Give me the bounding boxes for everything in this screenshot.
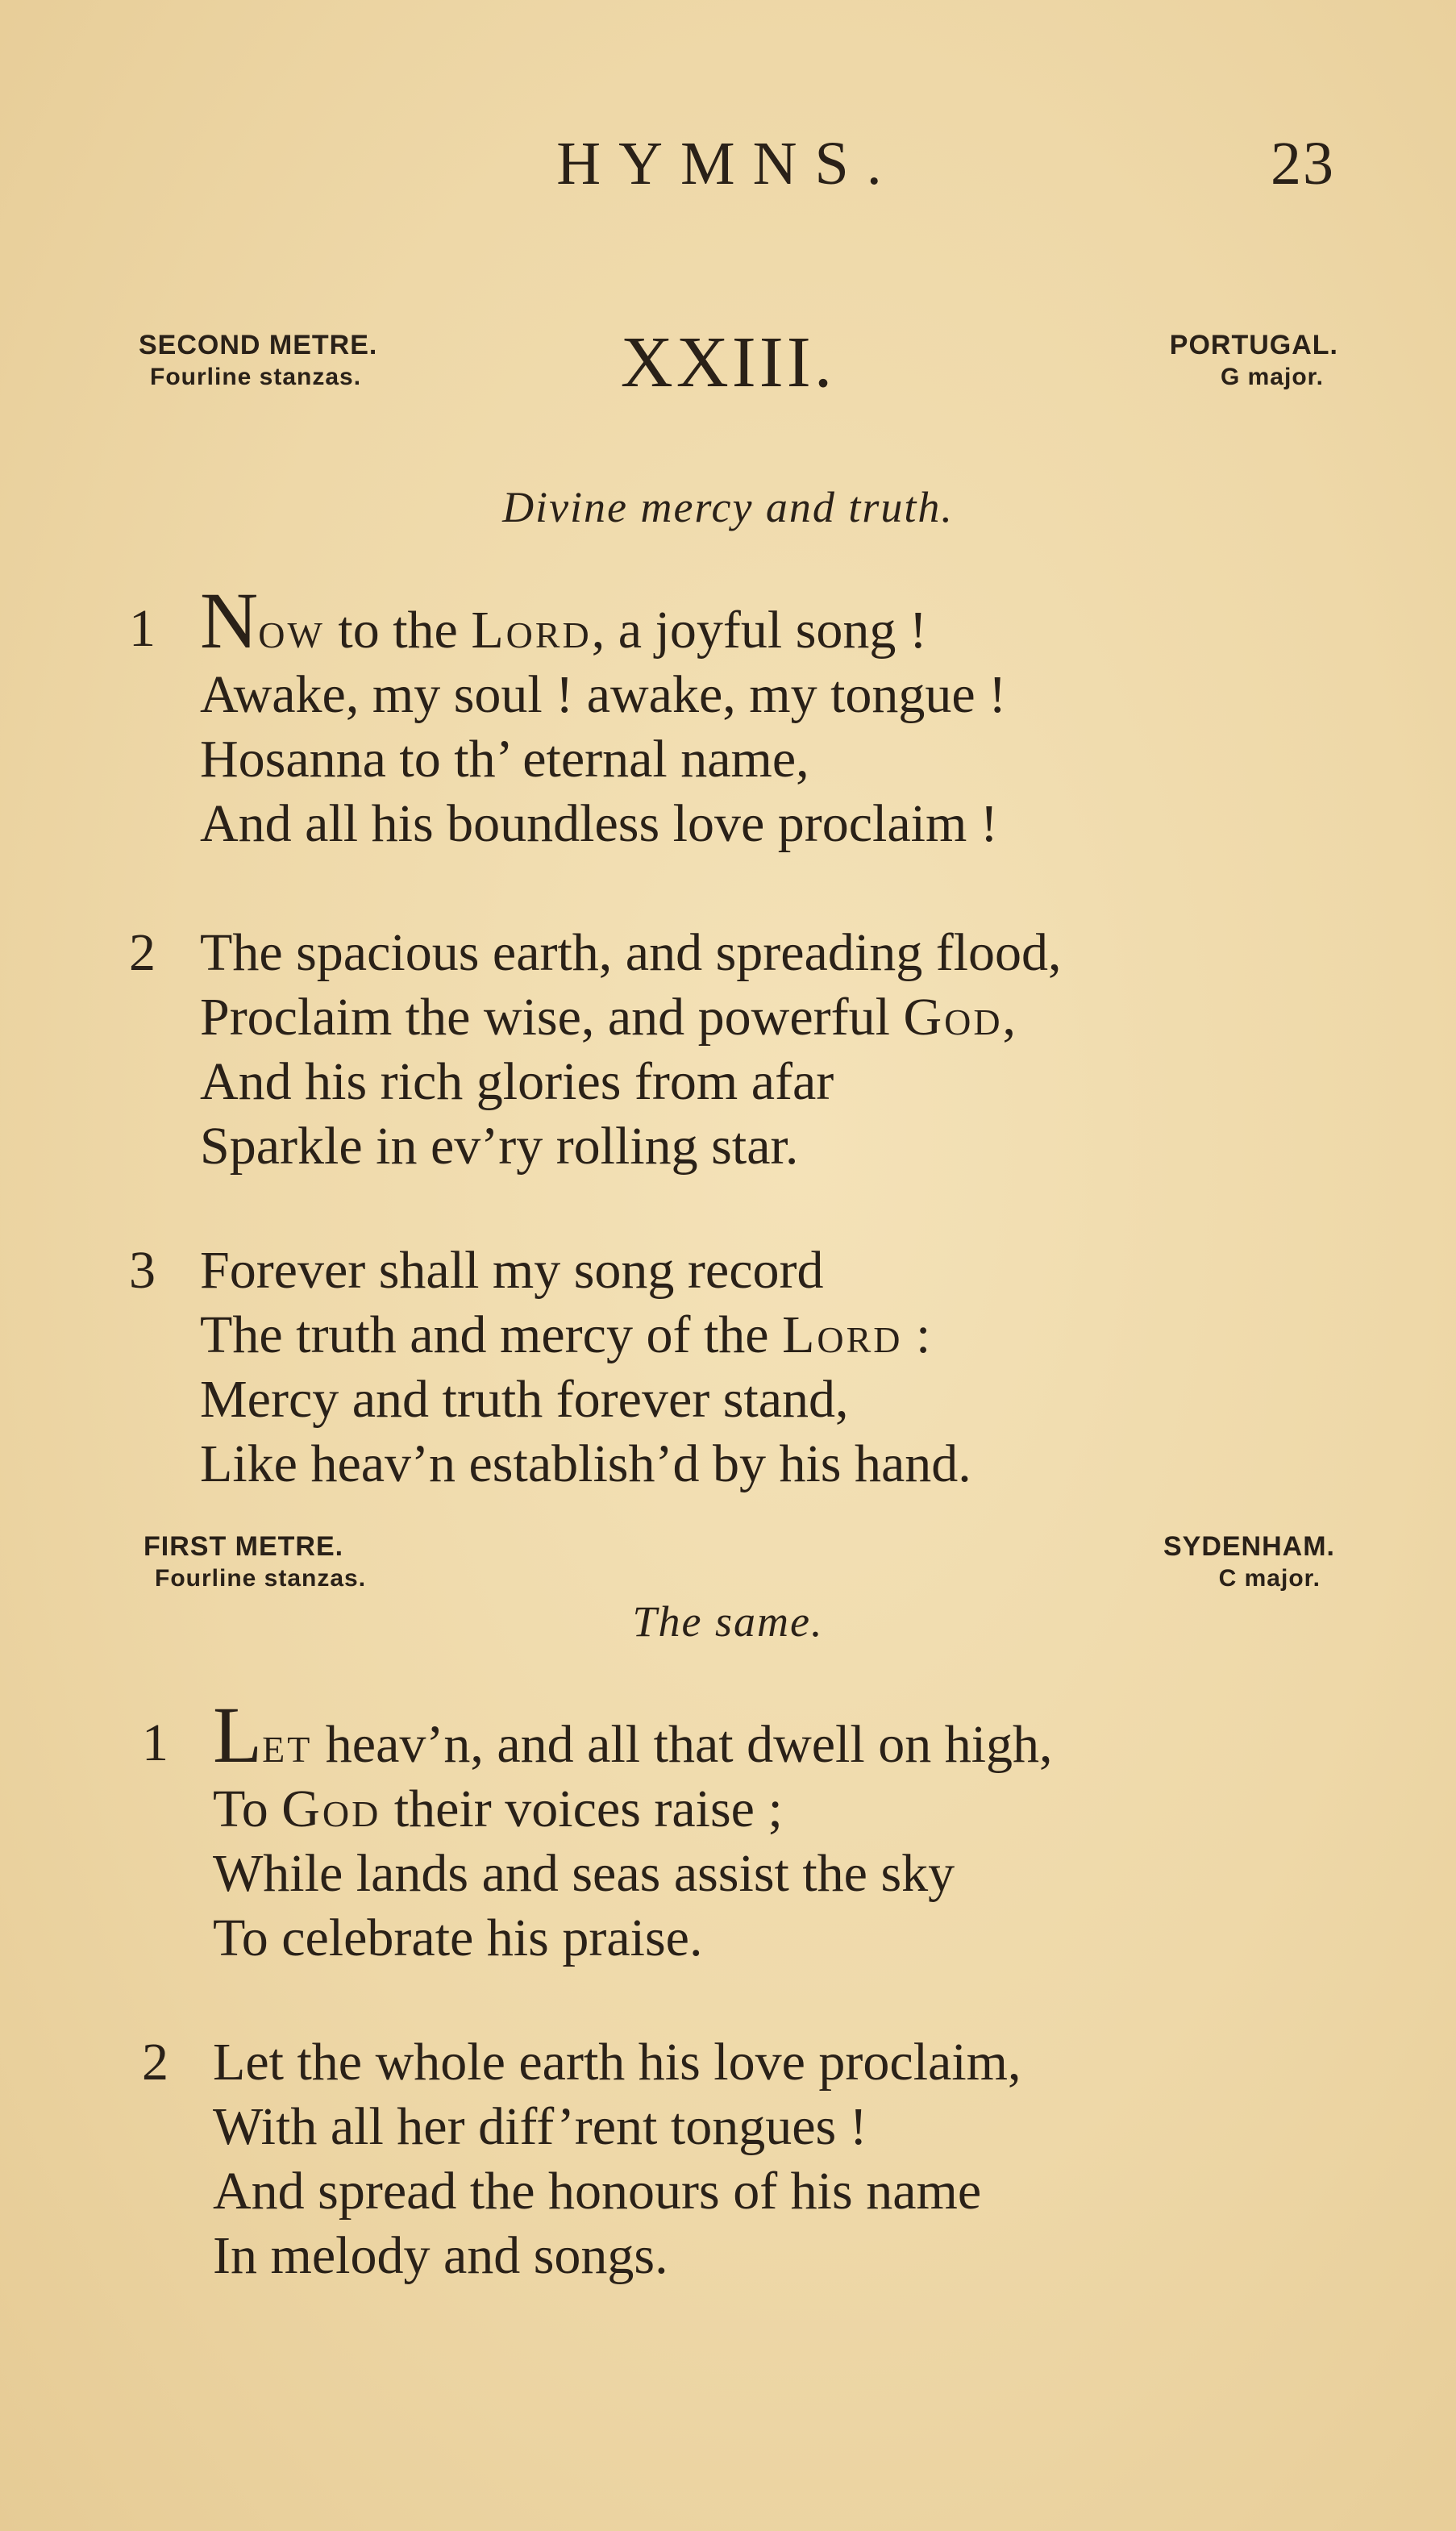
verse-text: , <box>1002 988 1017 1047</box>
verse-line: And spread the honours of his name <box>213 2162 982 2221</box>
verse-text: their voices raise ; <box>381 1780 783 1838</box>
verse-line: And all his boundless love proclaim ! <box>200 794 998 853</box>
verse-text: , a joyful song ! <box>591 601 927 660</box>
verse-line: With all her diff’rent tongues ! <box>213 2097 867 2156</box>
verse-line: The spacious earth, and spreading flood, <box>200 923 1062 982</box>
page-number: 23 <box>1271 130 1335 198</box>
tune-name: PORTUGAL. <box>1169 330 1338 360</box>
verse-text: Proclaim the wise, and powerful <box>200 988 904 1047</box>
stanza-form-label: Fourline stanzas. <box>150 364 362 390</box>
stanza-number: 3 <box>129 1241 156 1300</box>
stanza-form-label: Fourline stanzas. <box>155 1565 367 1592</box>
verse-line <box>129 576 1006 665</box>
stanza-number: 1 <box>142 1713 168 1772</box>
tune-name: SYDENHAM. <box>1163 1531 1335 1562</box>
small-caps-text: et <box>262 1715 313 1774</box>
tune-block-right <box>1163 1530 1335 1595</box>
stanza <box>129 1238 971 1497</box>
hymn-number: XXIII. <box>620 323 836 402</box>
verse-text: The truth and mercy of the <box>200 1305 783 1364</box>
stanza <box>142 2030 1021 2288</box>
verse-line: While lands and seas assist the sky <box>213 1844 955 1903</box>
verse-text: : <box>902 1305 931 1364</box>
stanza <box>129 576 1007 856</box>
key-label: G major. <box>1220 364 1324 390</box>
verse-line: Sparkle in ev’ry rolling star. <box>200 1117 799 1176</box>
verse-line <box>129 1303 971 1367</box>
stanza <box>142 1690 1053 1971</box>
divine-name: Lord <box>471 601 592 660</box>
running-title: HYMNS. <box>556 130 900 198</box>
verse-line: Awake, my soul ! awake, my tongue ! <box>200 665 1007 724</box>
drop-cap: L <box>213 1690 263 1780</box>
verse-line <box>129 985 1062 1050</box>
verse-line: Forever shall my song record <box>200 1241 824 1300</box>
stanza-number: 2 <box>142 2033 168 2092</box>
key-label: C major. <box>1218 1565 1321 1592</box>
verse-text: to the <box>324 601 472 660</box>
verse-line: And his rich glories from afar <box>200 1052 834 1111</box>
verse-line <box>142 1690 1053 1780</box>
tune-block-right <box>1170 329 1338 393</box>
metre-label: FIRST METRE. <box>144 1531 344 1562</box>
hymn-subject: The same. <box>632 1597 824 1646</box>
stanza-number: 2 <box>129 923 156 982</box>
stanza <box>129 921 1062 1179</box>
stanza-number: 1 <box>129 599 156 658</box>
verse-line: In melody and songs. <box>213 2226 668 2285</box>
metre-label: SECOND METRE. <box>139 330 378 360</box>
divine-name: God <box>281 1780 381 1838</box>
divine-name: Lord <box>782 1305 903 1364</box>
verse-line <box>142 1777 1053 1842</box>
small-caps-text: ow <box>258 601 325 660</box>
verse-line: Mercy and truth forever stand, <box>200 1370 849 1429</box>
verse-text: To <box>213 1780 282 1838</box>
verse-line: Hosanna to th’ eternal name, <box>200 730 809 789</box>
divine-name: God <box>903 988 1003 1047</box>
verse-text: heav’n, and all that dwell on high, <box>312 1715 1053 1774</box>
drop-cap: N <box>200 576 259 665</box>
verse-line: Like heav’n establish’d by his hand. <box>200 1434 971 1493</box>
verse-line: To celebrate his praise. <box>213 1909 703 1967</box>
verse-line: Let the whole earth his love proclaim, <box>213 2033 1021 2092</box>
hymn-subject: Divine mercy and truth. <box>502 483 954 531</box>
metre-block-left <box>144 1530 366 1595</box>
